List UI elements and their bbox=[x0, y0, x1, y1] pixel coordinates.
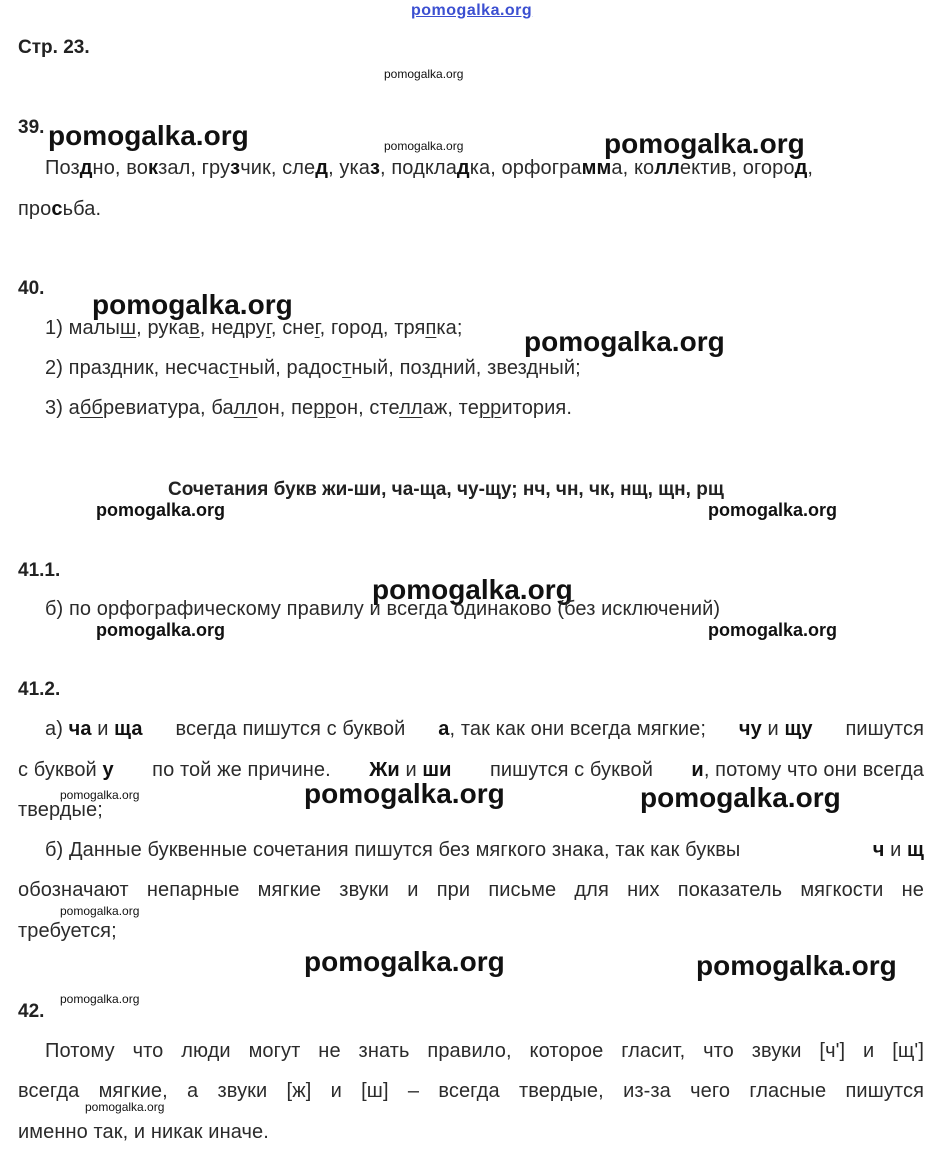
exercise-42-line-1: Потому что люди могут не знать правило, которое гласит, что звуки [ч'] и [щ'] bbox=[45, 1040, 924, 1062]
exercise-40-item-2: 2) праздник, несчастный, радостный, поздний, звездный; bbox=[45, 357, 581, 379]
exercise-40-number: 40. bbox=[18, 278, 45, 299]
watermark: pomogalka.org bbox=[696, 950, 897, 981]
watermark: pomogalka.org bbox=[60, 788, 140, 802]
watermark: pomogalka.org bbox=[372, 574, 573, 605]
watermark: pomogalka.org bbox=[92, 289, 293, 320]
watermark: pomogalka.org bbox=[708, 620, 838, 640]
exercise-39-number: 39. bbox=[18, 117, 45, 138]
watermark: pomogalka.org bbox=[96, 620, 226, 640]
watermark: pomogalka.org bbox=[60, 904, 140, 918]
watermark: pomogalka.org bbox=[96, 500, 226, 520]
watermark: pomogalka.org bbox=[304, 778, 505, 809]
watermark: pomogalka.org bbox=[604, 128, 805, 159]
watermark: pomogalka.org bbox=[640, 782, 841, 813]
exercise-41-2-a-line-3: твердые; bbox=[18, 799, 103, 821]
watermark: pomogalka.org bbox=[384, 67, 464, 81]
watermark: pomogalka.org bbox=[48, 120, 249, 151]
exercise-40-item-3: 3) аббревиатура, баллон, перрон, стеллаж, территория. bbox=[45, 397, 573, 419]
watermark: pomogalka.org bbox=[60, 992, 140, 1006]
watermark-top-link[interactable]: pomogalka.org bbox=[411, 2, 533, 19]
page-title: Стр. 23. bbox=[18, 37, 90, 58]
exercise-41-2-b-line-3: требуется; bbox=[18, 920, 117, 942]
exercise-41-1-text: б) по орфографическому правилу и всегда одинаково (без исключений) bbox=[45, 598, 721, 620]
exercise-41-1-number: 41.1. bbox=[18, 560, 61, 581]
exercise-42-number: 42. bbox=[18, 1001, 45, 1022]
watermark: pomogalka.org bbox=[384, 139, 464, 153]
watermark: pomogalka.org bbox=[708, 500, 838, 520]
watermark: pomogalka.org bbox=[304, 946, 505, 977]
exercise-41-2-a-line-1: а) ча и ща всегда пишутся с буквой а, так как они всегда мягкие; чу и щу пишутся bbox=[45, 718, 924, 740]
exercise-42-line-2: всегда мягкие, а звуки [ж] и [ш] – всегда твердые, из-за чего гласные пишутся bbox=[18, 1080, 924, 1102]
watermark: pomogalka.org bbox=[85, 1100, 165, 1114]
exercise-41-2-b-line-2: обозначают непарные мягкие звуки и при письме для них показатель мягкости не bbox=[18, 879, 924, 901]
exercise-41-2-a-line-2: с буквой у по той же причине. Жи и ши пишутся с буквой и, потому что они всегда bbox=[18, 759, 924, 781]
exercise-39-line-1: Поздно, вокзал, грузчик, след, указ, подкладка, орфограмма, коллектив, огород, bbox=[45, 157, 814, 179]
exercise-41-2-b-line-1: б) Данные буквенные сочетания пишутся без мягкого знака, так как буквы ч и щ bbox=[45, 839, 924, 861]
section-heading: Сочетания букв жи-ши, ча-ща, чу-щу; нч, чн, чк, нщ, щн, рщ bbox=[168, 479, 724, 500]
watermark: pomogalka.org bbox=[524, 326, 725, 357]
exercise-39-line-2: просьба. bbox=[18, 198, 102, 220]
exercise-42-line-3: именно так, и никак иначе. bbox=[18, 1121, 269, 1143]
exercise-41-2-number: 41.2. bbox=[18, 679, 61, 700]
exercise-40-item-1: 1) малыш, рукав, недруг, снег, город, тряпка; bbox=[45, 317, 463, 339]
